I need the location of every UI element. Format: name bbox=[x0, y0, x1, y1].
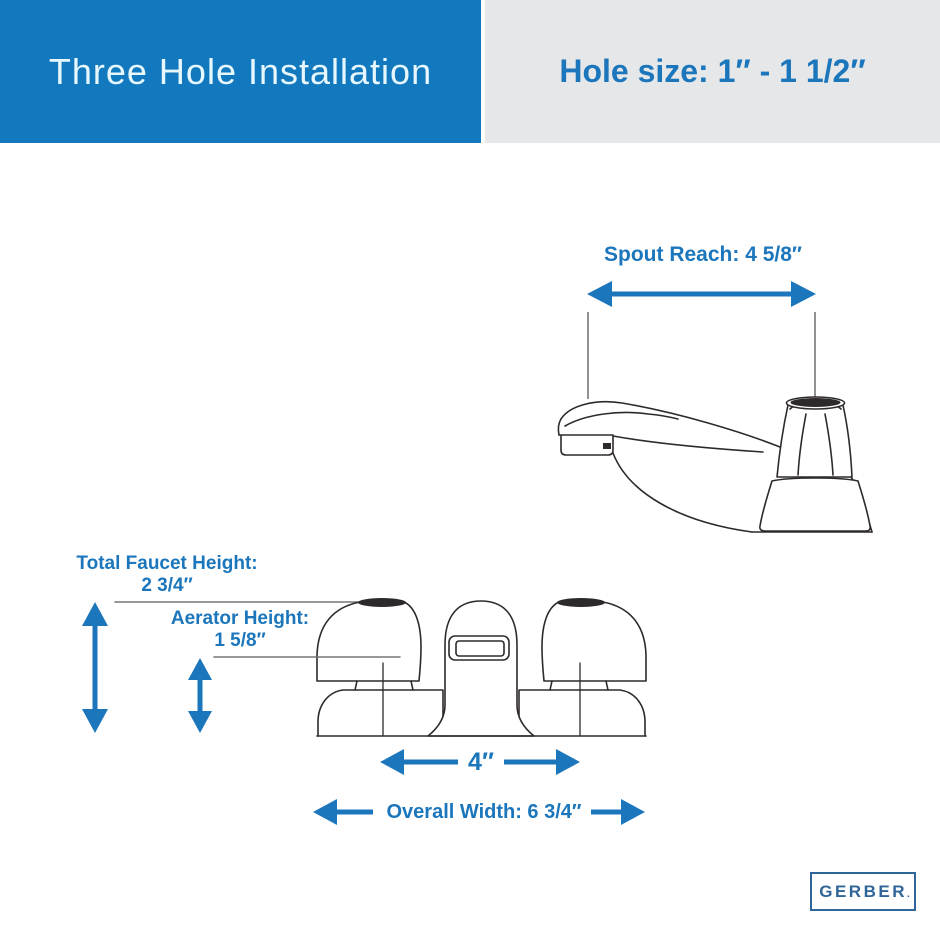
aerator-height-value: 1 5/8″ bbox=[214, 630, 266, 651]
overall-width-label: Overall Width: 6 3/4″ bbox=[386, 801, 582, 823]
total-faucet-height-text: Total Faucet Height: bbox=[76, 553, 258, 574]
aerator-height-text: Aerator Height: bbox=[170, 608, 310, 629]
gerber-logo-text: GERBER bbox=[819, 881, 907, 901]
spout-reach-extension-lines bbox=[588, 312, 815, 399]
aerator-height-label bbox=[120, 608, 360, 652]
hole-size-text: Hole size: 1″ - 1 1/2″ bbox=[559, 53, 866, 89]
faucet-side-view-drawing bbox=[558, 397, 872, 532]
gerber-logo-mark: . bbox=[906, 889, 910, 900]
handle-centers-label: 4″ bbox=[468, 748, 494, 776]
spout-reach-label: Spout Reach: 4 5/8″ bbox=[604, 243, 802, 266]
total-faucet-height-value: 2 3/4″ bbox=[141, 575, 193, 596]
total-faucet-height-arrow bbox=[82, 602, 108, 733]
total-faucet-height-label bbox=[47, 553, 287, 597]
aerator-height-arrow bbox=[188, 658, 212, 733]
gerber-logo bbox=[810, 872, 916, 911]
spout-reach-arrow bbox=[587, 281, 816, 307]
page-title: Three Hole Installation bbox=[48, 50, 433, 92]
